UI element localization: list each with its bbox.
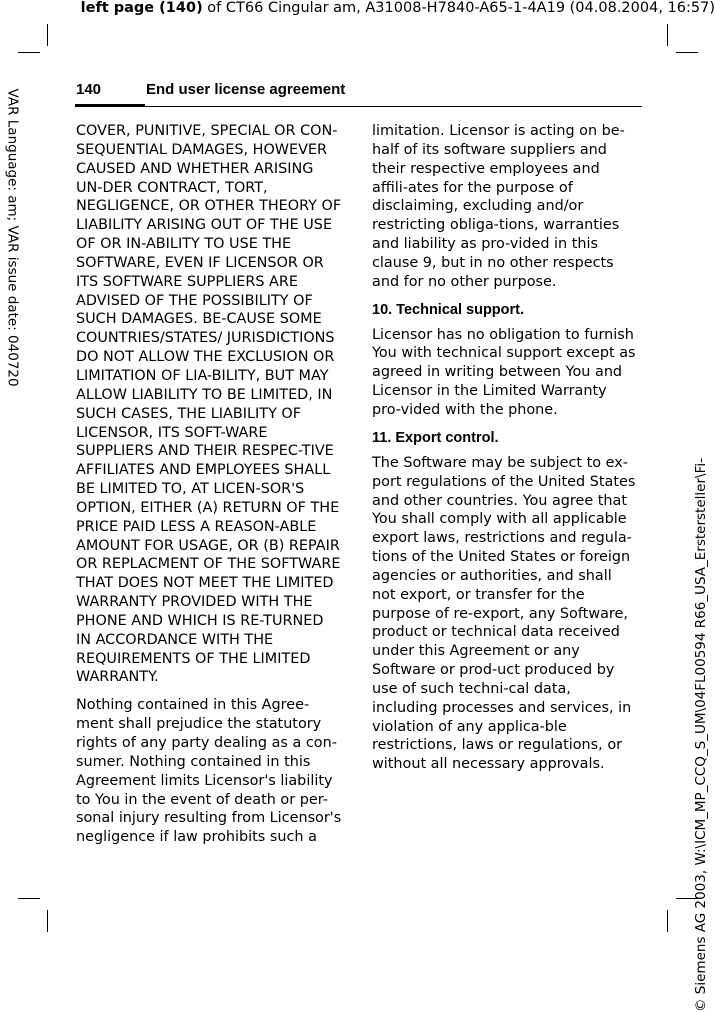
crop-mark (18, 52, 40, 53)
paragraph: COVER, PUNITIVE, SPECIAL OR CON-SEQUENTIAL DAMAGES, HOWEVER CAUSED AND WHETHER ARISING UN-DER CONTRACT, TORT, NEGLIGENCE, OR OTHER THEORY OF LIABILITY ARISING OUT OF THE USE OF OR IN-ABILITY TO USE THE SOFTWARE, EVEN IF LICENSOR OR ITS SOFTWARE SUPPLIERS ARE ADVISED OF THE POSSIBILITY OF SUCH DAMAGES. BE-CAUSE SOME COUNTRIES/STATES/ JURISDICTIONS DO NOT ALLOW THE EXCLUSION OR LIMITATION OF LIA-BILITY, BUT MAY ALLOW LIABILITY TO BE LIMITED, IN SUCH CASES, THE LIABILITY OF LICENSOR, ITS SOFT-WARE SUPPLIERS AND THEIR RESPEC-TIVE AFFILIATES AND EMPLOYEES SHALL BE LIMITED TO, AT LICEN-SOR'S OPTION, EITHER (A) RETURN OF THE PRICE PAID LESS A REASON-ABLE AMOUNT FOR USAGE, OR (B) REPAIR OR REPLACMENT OF THE SOFTWARE THAT DOES NOT MEET THE LIMITED WARRANTY PROVIDED WITH THE PHONE AND WHICH IS RE-TURNED IN ACCORDANCE WITH THE REQUIREMENTS OF THE LIMITED WARRANTY. (76, 123, 342, 686)
paragraph: Nothing contained in this Agree-ment shall prejudice the statutory rights of any party dealing as a con-sumer. Nothing contained in this Agreement limits Licensor's liability to You in the event of death or per-sonal injury resulting from Licensor's negligence if law prohibits such a (76, 697, 342, 846)
right-column (372, 122, 638, 783)
paragraph: The Software may be subject to ex-port regulations of the United States and other countries. You agree that You shall comply with all applicable export laws, restrictions and regula-tions of the United States or foreign agencies or authorities, and shall not export, or transfer for the purpose of re-export, any Software, product or technical data received under this Agreement or any Software or prod-uct produced by use of such techni-cal data, including processes and services, in violation of any applica-ble restrictions, laws or regulations, or without all necessary approvals. (372, 454, 636, 773)
side-copyright-info: © Siemens AG 2003, W:\ICM_MP_CCQ_S_UM\04FL00594 R66_USA_Erstersteller\Fi- (693, 458, 709, 1012)
print-header (0, 0, 715, 16)
side-language-info: VAR Language: am; VAR issue date: 040720 (4, 88, 21, 387)
section-heading: 11. Export control. (372, 429, 499, 446)
crop-mark (676, 52, 698, 53)
page-number: 140 (76, 81, 102, 98)
left-column (76, 122, 343, 856)
paragraph: limitation. Licensor is acting on be-half of its software suppliers and their respective employees and affili-ates for the purpose of disclaiming, excluding and/or restricting obliga-tions, warranties and liability as pro-vided in this clause 9, but in no other respects and for no other purpose. (372, 123, 625, 290)
crop-mark (667, 910, 668, 932)
section-heading: 10. Technical support. (372, 301, 525, 318)
crop-mark (47, 910, 48, 932)
header-rule (75, 106, 642, 107)
crop-mark (47, 24, 48, 46)
paragraph: Licensor has no obligation to furnish You with technical support except as agreed in writing between You and Licensor in the Limited Warranty pro-vided with the phone. (372, 326, 636, 418)
crop-mark (18, 898, 40, 899)
header-rule-accent (75, 104, 145, 107)
crop-mark (667, 24, 668, 46)
print-header-page: left page (140) (80, 0, 203, 16)
page-title: End user license agreement (146, 81, 346, 98)
print-header-info: of CT66 Cingular am, A31008-H7840-A65-1-4A19 (04.08.2004, 16:57) (202, 0, 715, 16)
